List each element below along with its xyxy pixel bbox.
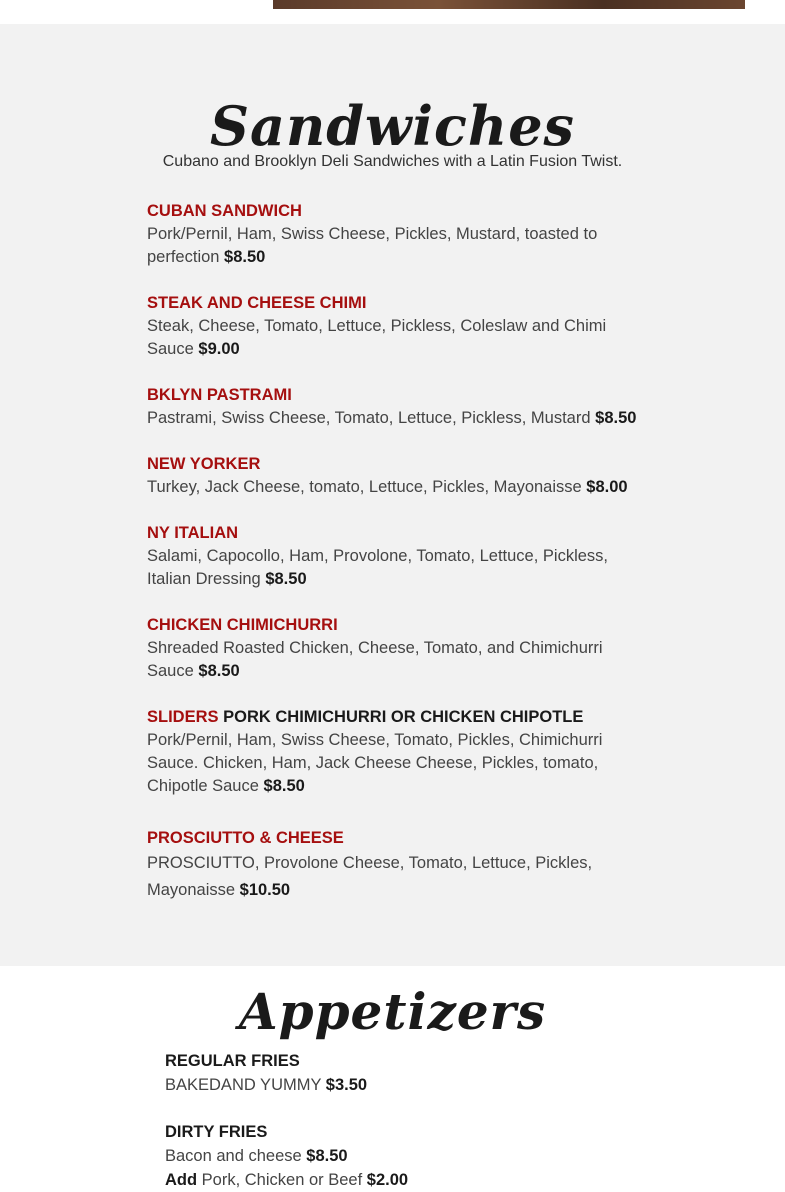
item-price: $9.00 (198, 340, 240, 358)
add-on-label: Add (165, 1171, 198, 1189)
item-name: CHICKEN CHIMICHURRI (147, 616, 338, 634)
item-description: Bacon and cheese (165, 1147, 302, 1165)
menu-item (147, 706, 617, 798)
top-strip (0, 0, 785, 24)
sandwiches-title: Sandwiches (210, 94, 575, 158)
item-name: NY ITALIAN (147, 524, 239, 542)
item-price: $8.00 (586, 478, 628, 496)
item-name: STEAK AND CHEESE CHIMI (147, 294, 367, 312)
item-description: Turkey, Jack Cheese, tomato, Lettuce, Pickles, Mayonaisse (147, 478, 582, 496)
appetizers-section (0, 966, 785, 1189)
appetizers-title: Appetizers (238, 982, 547, 1041)
sandwiches-subtitle: Cubano and Brooklyn Deli Sandwiches with a Latin Fusion Twist. (162, 153, 623, 170)
item-description: Pork/Pernil, Ham, Swiss Cheese, Tomato, Pickles, Chimichurri Sauce. Chicken, Ham, Jack Cheese Cheese, Pickles, tomato, Chipotle Sauce (147, 731, 603, 795)
item-price: $8.50 (198, 662, 240, 680)
add-on-price: $2.00 (366, 1171, 409, 1189)
item-price: $8.50 (595, 409, 637, 427)
item-price: $8.50 (265, 570, 307, 588)
item-name-primary: SLIDERS (147, 708, 219, 726)
menu-item (147, 614, 647, 683)
item-price: $8.50 (224, 248, 266, 266)
item-name (147, 706, 617, 729)
add-on-description: Pork, Chicken or Beef (201, 1171, 363, 1189)
item-name: DIRTY FRIES (165, 1123, 268, 1141)
item-description: Pork/Pernil, Ham, Swiss Cheese, Pickles, Mustard, toasted to perfection (147, 225, 598, 266)
menu-item (147, 384, 667, 430)
item-name: BKLYN PASTRAMI (147, 386, 292, 404)
menu-item (147, 522, 647, 591)
item-name-options: PORK CHIMICHURRI OR CHICKEN CHIPOTLE (223, 708, 584, 726)
item-description: PROSCIUTTO, Provolone Cheese, Tomato, Lettuce, Pickles, Mayonaisse (147, 854, 593, 899)
item-price: $8.50 (263, 777, 305, 795)
item-name: REGULAR FRIES (165, 1052, 300, 1070)
menu-item (147, 827, 647, 904)
item-description: Salami, Capocollo, Ham, Provolone, Tomato, Lettuce, Pickless, Italian Dressing (147, 547, 608, 588)
header-photo (273, 0, 745, 9)
item-description: BAKEDAND YUMMY (165, 1076, 322, 1094)
item-description: Shreaded Roasted Chicken, Cheese, Tomato, and Chimichurri Sauce (147, 639, 603, 680)
menu-item (147, 292, 647, 361)
menu-item (147, 200, 647, 269)
sandwiches-section (0, 24, 785, 966)
item-price: $8.50 (306, 1147, 348, 1165)
item-description: Pastrami, Swiss Cheese, Tomato, Lettuce, Pickless, Mustard (147, 409, 591, 427)
item-name: PROSCIUTTO & CHEESE (147, 829, 344, 847)
item-description: Steak, Cheese, Tomato, Lettuce, Pickless, Coleslaw and Chimi Sauce (147, 317, 607, 358)
item-name: NEW YORKER (147, 455, 261, 473)
menu-item (165, 1049, 645, 1097)
menu-item (165, 1120, 645, 1192)
item-name: CUBAN SANDWICH (147, 202, 302, 220)
menu-item (147, 453, 667, 499)
item-price: $10.50 (239, 881, 291, 899)
item-price: $3.50 (325, 1076, 368, 1094)
